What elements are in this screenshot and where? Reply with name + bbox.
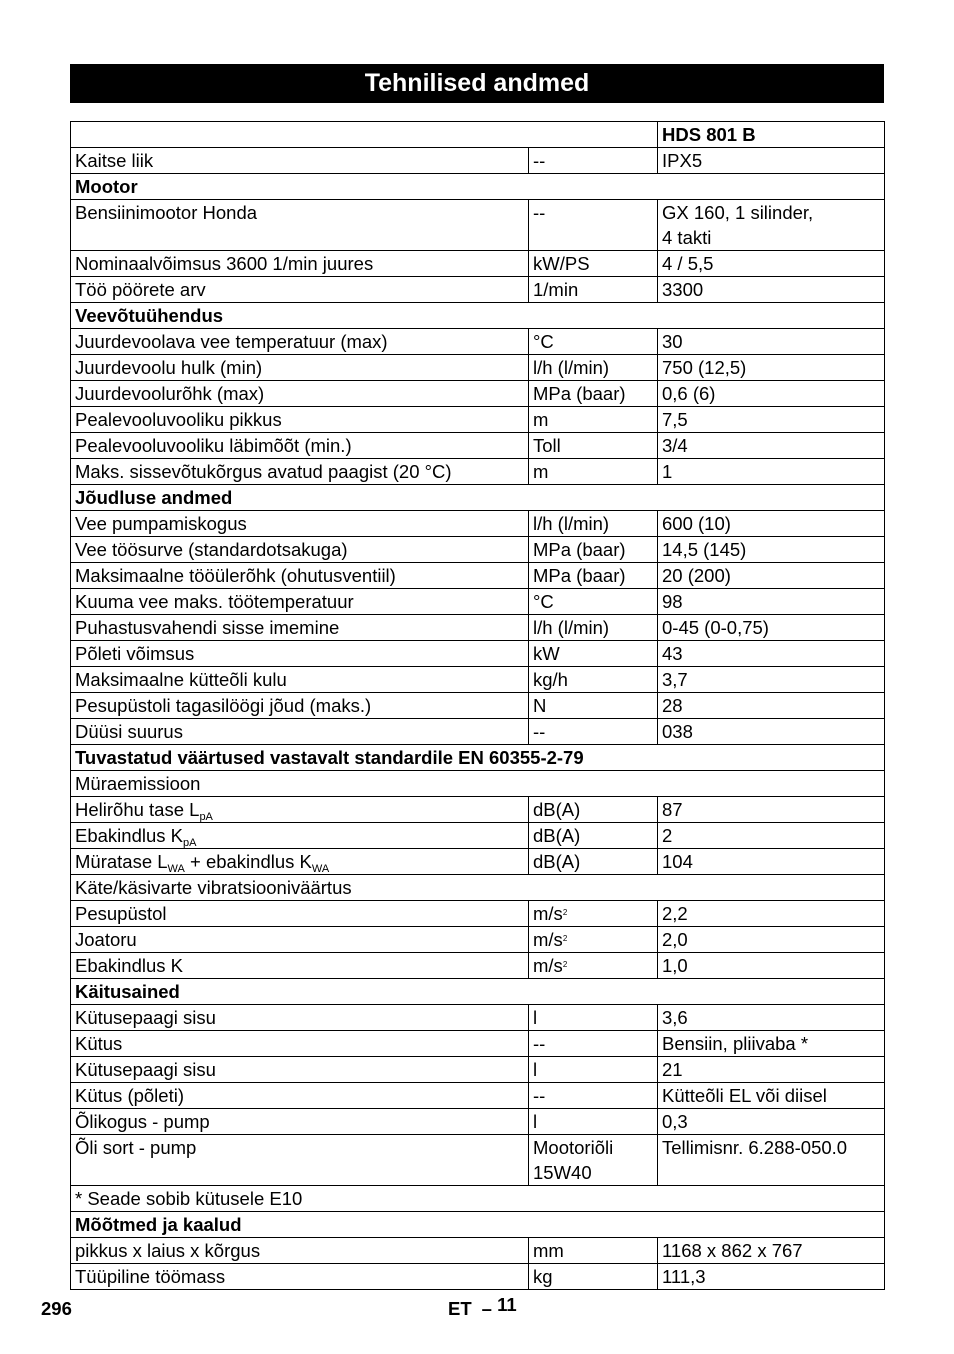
value-cell: 43 [658, 641, 885, 667]
value-cell: 20 (200) [658, 563, 885, 589]
table-row [71, 277, 885, 303]
parameter-label [71, 589, 529, 615]
parameter-label [71, 433, 529, 459]
value-cell: Bensiin, pliivaba * [658, 1031, 885, 1057]
unit-cell [529, 927, 658, 953]
label-subscript: pA [199, 811, 213, 823]
value-cell: Tellimisnr. 6.288-050.0 [658, 1135, 885, 1186]
value-cell: 3300 [658, 277, 885, 303]
label-text: Düüsi suurus [75, 721, 183, 743]
label-text: Kaitse liik [75, 150, 154, 171]
value-cell: 7,5 [658, 407, 885, 433]
label-text: Nominaalvõimsus 3600 1/min juures [75, 253, 374, 275]
table-row [71, 1083, 885, 1109]
page-title: Tehnilised andmed [70, 64, 884, 103]
label-continuation: + ebakindlus K [184, 851, 312, 873]
unit-text: MPa (baar) [533, 383, 626, 405]
unit-cell [529, 511, 658, 537]
value-cell: 30 [658, 329, 885, 355]
label-text: Puhastusvahendi sisse imemine [75, 617, 340, 639]
table-row [71, 459, 885, 485]
value-cell: 14,5 (145) [658, 537, 885, 563]
value-cell: 1,0 [658, 953, 885, 979]
value-cell: 1168 x 862 x 767 [658, 1238, 885, 1264]
label-text: Pealevooluvooliku läbimõõt (min.) [75, 435, 352, 457]
unit-cell [529, 563, 658, 589]
unit-text: -- [533, 150, 546, 171]
table-row [71, 589, 885, 615]
parameter-label [71, 1264, 529, 1290]
label-text: Helirõhu tase L [75, 799, 200, 821]
value-cell: 1 [658, 459, 885, 485]
table-row [71, 1135, 885, 1186]
label-text: Vee pumpamiskogus [75, 513, 247, 535]
section-header-row [71, 979, 885, 1005]
unit-text: -- [533, 202, 546, 223]
unit-cell [529, 200, 658, 251]
unit-text: 1/min [533, 279, 579, 301]
subheader-row [71, 875, 885, 901]
value-cell: 3,7 [658, 667, 885, 693]
unit-cell [529, 719, 658, 745]
unit-cell [529, 1135, 658, 1186]
table-row [71, 355, 885, 381]
table-row [71, 200, 885, 251]
unit-superscript: 2 [562, 908, 568, 918]
unit-text: kg [533, 1266, 553, 1288]
value-cell: IPX5 [658, 148, 885, 174]
label-text: Pesupüstoli tagasilöögi jõud (maks.) [75, 695, 372, 717]
unit-text: m/s [533, 929, 563, 951]
footer-dash: – [481, 1298, 492, 1319]
section-title: Tuvastatud väärtused vastavalt standardile EN 60355-2-79 [71, 745, 885, 771]
parameter-label [71, 329, 529, 355]
unit-cell [529, 823, 658, 849]
footer-section-ref [448, 1294, 517, 1320]
unit-text: Mootoriõli 15W40 [533, 1137, 614, 1184]
label-subscript: WA [167, 863, 185, 875]
parameter-label [71, 1109, 529, 1135]
unit-text: kW/PS [533, 253, 590, 275]
table-row [71, 641, 885, 667]
label-text: Juurdevoolurõhk (max) [75, 383, 265, 405]
parameter-label [71, 537, 529, 563]
parameter-label [71, 927, 529, 953]
parameter-label [71, 1057, 529, 1083]
unit-text: MPa (baar) [533, 539, 626, 561]
parameter-label [71, 563, 529, 589]
parameter-label [71, 641, 529, 667]
table-row [71, 719, 885, 745]
label-text: Kütusepaagi sisu [75, 1007, 216, 1029]
label-text: Õlikogus - pump [75, 1111, 210, 1133]
label-text: Pealevooluvooliku pikkus [75, 409, 282, 431]
unit-text: m/s [533, 903, 563, 925]
table-row [71, 251, 885, 277]
table-row [71, 823, 885, 849]
parameter-label [71, 407, 529, 433]
unit-cell [529, 953, 658, 979]
unit-text: mm [533, 1240, 564, 1262]
unit-cell [529, 693, 658, 719]
unit-cell [529, 641, 658, 667]
value-cell: 4 / 5,5 [658, 251, 885, 277]
parameter-label [71, 953, 529, 979]
parameter-label [71, 251, 529, 277]
section-title: Jõudluse andmed [71, 485, 885, 511]
parameter-label [71, 1031, 529, 1057]
parameter-label [71, 615, 529, 641]
label-text: Juurdevoolava vee temperatuur (max) [75, 331, 388, 353]
unit-cell [529, 1057, 658, 1083]
unit-cell [529, 589, 658, 615]
subheader-text: * Seade sobib kütusele E10 [71, 1186, 885, 1212]
label-text: Kütus (põleti) [75, 1085, 184, 1107]
value-cell: 3,6 [658, 1005, 885, 1031]
table-row [71, 1057, 885, 1083]
parameter-label [71, 901, 529, 927]
label-subscript: pA [182, 837, 197, 849]
unit-cell [529, 797, 658, 823]
unit-text: l [533, 1111, 538, 1133]
subheader-text: Käte/käsivarte vibratsiooniväärtus [71, 875, 885, 901]
unit-text: kg/h [533, 669, 568, 691]
table-row [71, 927, 885, 953]
unit-text: N [533, 695, 547, 717]
footer-section-page: 11 [497, 1294, 517, 1315]
label-text: Juurdevoolu hulk (min) [75, 357, 263, 379]
unit-text: dB(A) [533, 799, 581, 821]
unit-cell [529, 433, 658, 459]
label-text: Põleti võimsus [75, 643, 195, 665]
parameter-label [71, 693, 529, 719]
subheader-row [71, 1186, 885, 1212]
label-text: Ebakindlus K [75, 825, 183, 847]
label-text: Vee töösurve (standardotsakuga) [75, 539, 348, 561]
label-text: pikkus x laius x kõrgus [75, 1240, 261, 1262]
value-cell: 21 [658, 1057, 885, 1083]
section-header-row [71, 485, 885, 511]
unit-text: l/h (l/min) [533, 617, 610, 639]
unit-cell [529, 1005, 658, 1031]
parameter-label [71, 277, 529, 303]
table-row [71, 797, 885, 823]
table-row [71, 953, 885, 979]
table-row [71, 407, 885, 433]
unit-text: dB(A) [533, 851, 581, 873]
spec-table [70, 121, 885, 1290]
value-cell: GX 160, 1 silinder, 4 takti [658, 200, 885, 251]
label-text: Maksimaalne kütteõli kulu [75, 669, 287, 691]
parameter-label [71, 797, 529, 823]
unit-superscript: 2 [562, 960, 568, 970]
unit-superscript: 2 [562, 934, 568, 944]
footer-language: ET [448, 1298, 472, 1319]
value-cell: 98 [658, 589, 885, 615]
label-text: Ebakindlus K [75, 955, 183, 977]
unit-cell [529, 667, 658, 693]
section-title: Veevõtuühendus [71, 303, 885, 329]
unit-cell [529, 251, 658, 277]
unit-text: m/s [533, 955, 563, 977]
parameter-label [71, 1083, 529, 1109]
unit-text: -- [533, 1085, 546, 1107]
table-row [71, 849, 885, 875]
value-cell: 0,6 (6) [658, 381, 885, 407]
table-row [71, 1031, 885, 1057]
unit-cell [529, 459, 658, 485]
unit-text: -- [533, 721, 546, 743]
section-header-row [71, 745, 885, 771]
section-title: Mootor [71, 174, 885, 200]
value-cell: 2 [658, 823, 885, 849]
parameter-label [71, 719, 529, 745]
unit-text: m [533, 409, 549, 431]
label-text: Joatoru [75, 929, 137, 951]
section-header-row [71, 1212, 885, 1238]
table-row [71, 901, 885, 927]
table-row [71, 615, 885, 641]
table-row [71, 433, 885, 459]
unit-cell [529, 407, 658, 433]
parameter-label [71, 200, 529, 251]
value-cell: 87 [658, 797, 885, 823]
table-row [71, 1005, 885, 1031]
table-row [71, 381, 885, 407]
label-text: Maks. sissevõtukõrgus avatud paagist (20 °C) [75, 461, 452, 483]
label-text: Pesupüstol [75, 903, 167, 925]
unit-cell [529, 901, 658, 927]
unit-text: kW [533, 643, 560, 665]
table-row [71, 1264, 885, 1290]
label-text: Kütusepaagi sisu [75, 1059, 216, 1081]
value-cell: 0,3 [658, 1109, 885, 1135]
unit-cell [529, 537, 658, 563]
unit-text: l [533, 1059, 538, 1081]
table-row [71, 667, 885, 693]
parameter-label [71, 355, 529, 381]
value-cell: 750 (12,5) [658, 355, 885, 381]
parameter-label [71, 1005, 529, 1031]
unit-cell [529, 355, 658, 381]
section-header-row [71, 174, 885, 200]
value-cell: Kütteõli EL või diisel [658, 1083, 885, 1109]
unit-cell [529, 1083, 658, 1109]
value-cell: 28 [658, 693, 885, 719]
parameter-label [71, 667, 529, 693]
table-header-row [71, 122, 885, 148]
section-header-row [71, 303, 885, 329]
value-cell: 104 [658, 849, 885, 875]
value-cell: 2,0 [658, 927, 885, 953]
unit-text: l/h (l/min) [533, 513, 610, 535]
label-subscript: WA [311, 863, 330, 875]
header-empty-cell [71, 122, 658, 148]
label-text: Kütus [75, 1033, 123, 1055]
unit-text: Toll [533, 435, 561, 457]
parameter-label [71, 849, 529, 875]
parameter-label [71, 381, 529, 407]
unit-cell [529, 329, 658, 355]
table-row [71, 148, 885, 174]
table-row [71, 693, 885, 719]
unit-text: MPa (baar) [533, 565, 626, 587]
table-row [71, 329, 885, 355]
value-cell: 3/4 [658, 433, 885, 459]
unit-text: -- [533, 1033, 546, 1055]
table-row [71, 511, 885, 537]
parameter-label [71, 511, 529, 537]
value-cell: 2,2 [658, 901, 885, 927]
table-row [71, 1109, 885, 1135]
unit-cell [529, 381, 658, 407]
value-cell: 111,3 [658, 1264, 885, 1290]
table-row [71, 563, 885, 589]
unit-text: °C [533, 331, 554, 353]
section-title: Käitusained [71, 979, 885, 1005]
unit-text: m [533, 461, 549, 483]
unit-text: l/h (l/min) [533, 357, 610, 379]
label-text: Tüüpiline töömass [75, 1266, 226, 1288]
unit-cell [529, 277, 658, 303]
unit-cell [529, 1031, 658, 1057]
unit-cell [529, 615, 658, 641]
label-text: Töö pöörete arv [75, 279, 206, 301]
parameter-label [71, 1135, 529, 1186]
unit-text: °C [533, 591, 554, 613]
unit-cell [529, 849, 658, 875]
label-text: Maksimaalne tööülerõhk (ohutusventiil) [75, 565, 396, 587]
unit-text: l [533, 1007, 538, 1029]
unit-cell [529, 1238, 658, 1264]
parameter-label [71, 823, 529, 849]
page-number: 296 [41, 1298, 72, 1319]
unit-cell [529, 1109, 658, 1135]
table-row [71, 1238, 885, 1264]
label-text: Kuuma vee maks. töötemperatuur [75, 591, 354, 613]
subheader-row [71, 771, 885, 797]
parameter-label [71, 148, 529, 174]
model-header: HDS 801 B [658, 122, 885, 148]
value-cell: 0-45 (0-0,75) [658, 615, 885, 641]
unit-text: dB(A) [533, 825, 581, 847]
parameter-label [71, 1238, 529, 1264]
label-text: Müratase L [75, 851, 168, 873]
parameter-label [71, 459, 529, 485]
unit-cell [529, 148, 658, 174]
label-text: Bensiinimootor Honda [75, 202, 258, 223]
section-title: Mõõtmed ja kaalud [71, 1212, 885, 1238]
value-cell: 038 [658, 719, 885, 745]
table-row [71, 537, 885, 563]
subheader-text: Müraemissioon [71, 771, 885, 797]
unit-cell [529, 1264, 658, 1290]
value-cell: 600 (10) [658, 511, 885, 537]
label-text: Õli sort - pump [75, 1137, 197, 1159]
